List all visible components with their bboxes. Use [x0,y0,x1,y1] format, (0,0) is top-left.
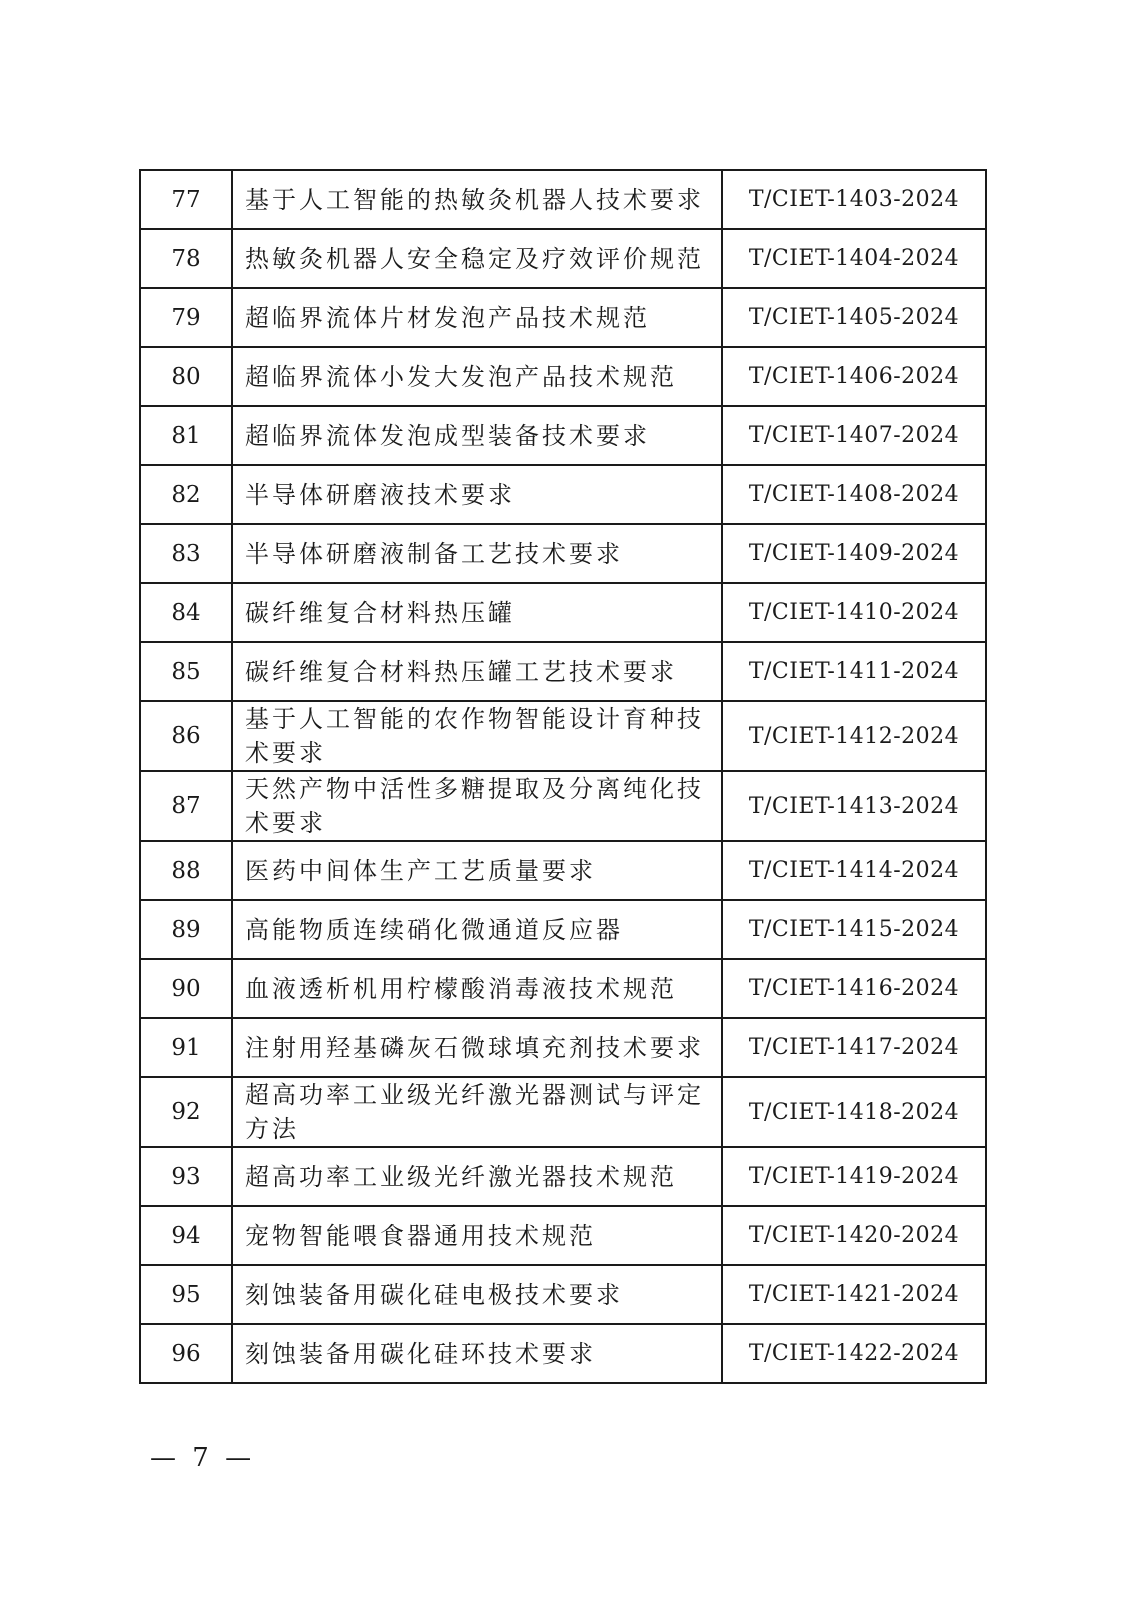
standard-name: 半导体研磨液制备工艺技术要求 [232,524,722,583]
row-number: 96 [140,1324,232,1383]
row-number: 86 [140,701,232,771]
standard-name: 基于人工智能的热敏灸机器人技术要求 [232,170,722,229]
standard-name: 注射用羟基磷灰石微球填充剂技术要求 [232,1018,722,1077]
table-row [140,959,986,1018]
standard-name: 医药中间体生产工艺质量要求 [232,841,722,900]
standard-name: 碳纤维复合材料热压罐工艺技术要求 [232,642,722,701]
standard-code: T/CIET-1409-2024 [722,524,986,583]
standard-code: T/CIET-1414-2024 [722,841,986,900]
row-number: 85 [140,642,232,701]
row-number: 87 [140,771,232,841]
row-number: 81 [140,406,232,465]
standard-code: T/CIET-1406-2024 [722,347,986,406]
standard-name: 碳纤维复合材料热压罐 [232,583,722,642]
table-row [140,465,986,524]
row-number: 95 [140,1265,232,1324]
standard-name: 超高功率工业级光纤激光器技术规范 [232,1147,722,1206]
row-number: 78 [140,229,232,288]
standard-code: T/CIET-1415-2024 [722,900,986,959]
standard-name: 半导体研磨液技术要求 [232,465,722,524]
standard-code: T/CIET-1419-2024 [722,1147,986,1206]
standard-name: 血液透析机用柠檬酸消毒液技术规范 [232,959,722,1018]
standard-code: T/CIET-1411-2024 [722,642,986,701]
row-number: 90 [140,959,232,1018]
standard-name: 热敏灸机器人安全稳定及疗效评价规范 [232,229,722,288]
standard-code: T/CIET-1413-2024 [722,771,986,841]
standard-code: T/CIET-1417-2024 [722,1018,986,1077]
table-row [140,524,986,583]
standard-name: 刻蚀装备用碳化硅环技术要求 [232,1324,722,1383]
table-row [140,1265,986,1324]
standard-code: T/CIET-1403-2024 [722,170,986,229]
standard-code: T/CIET-1418-2024 [722,1077,986,1147]
row-number: 79 [140,288,232,347]
row-number: 88 [140,841,232,900]
row-number: 80 [140,347,232,406]
standard-name: 超临界流体片材发泡产品技术规范 [232,288,722,347]
table-row [140,1324,986,1383]
page-number: — 7 — [150,1443,256,1473]
table-row [140,1018,986,1077]
table-row [140,771,986,841]
table-row [140,642,986,701]
standard-code: T/CIET-1421-2024 [722,1265,986,1324]
standard-code: T/CIET-1422-2024 [722,1324,986,1383]
table-row [140,170,986,229]
standard-name: 刻蚀装备用碳化硅电极技术要求 [232,1265,722,1324]
row-number: 92 [140,1077,232,1147]
standards-table [139,169,987,1384]
table-row [140,583,986,642]
standard-name: 高能物质连续硝化微通道反应器 [232,900,722,959]
table-row [140,1206,986,1265]
table-row [140,406,986,465]
row-number: 82 [140,465,232,524]
table-row [140,347,986,406]
row-number: 89 [140,900,232,959]
standard-code: T/CIET-1416-2024 [722,959,986,1018]
standard-code: T/CIET-1408-2024 [722,465,986,524]
standard-code: T/CIET-1404-2024 [722,229,986,288]
row-number: 94 [140,1206,232,1265]
row-number: 91 [140,1018,232,1077]
standard-code: T/CIET-1410-2024 [722,583,986,642]
row-number: 93 [140,1147,232,1206]
standard-code: T/CIET-1412-2024 [722,701,986,771]
row-number: 83 [140,524,232,583]
standard-code: T/CIET-1420-2024 [722,1206,986,1265]
table-row [140,288,986,347]
standard-name: 超临界流体发泡成型装备技术要求 [232,406,722,465]
table-row [140,701,986,771]
standard-name: 超临界流体小发大发泡产品技术规范 [232,347,722,406]
table-row [140,1077,986,1147]
standard-name: 宠物智能喂食器通用技术规范 [232,1206,722,1265]
row-number: 77 [140,170,232,229]
table-row [140,841,986,900]
standard-name: 超高功率工业级光纤激光器测试与评定方法 [232,1077,722,1147]
standard-code: T/CIET-1405-2024 [722,288,986,347]
table-row [140,229,986,288]
standard-name: 天然产物中活性多糖提取及分离纯化技术要求 [232,771,722,841]
table-row [140,1147,986,1206]
row-number: 84 [140,583,232,642]
standard-name: 基于人工智能的农作物智能设计育种技术要求 [232,701,722,771]
table-row [140,900,986,959]
standard-code: T/CIET-1407-2024 [722,406,986,465]
